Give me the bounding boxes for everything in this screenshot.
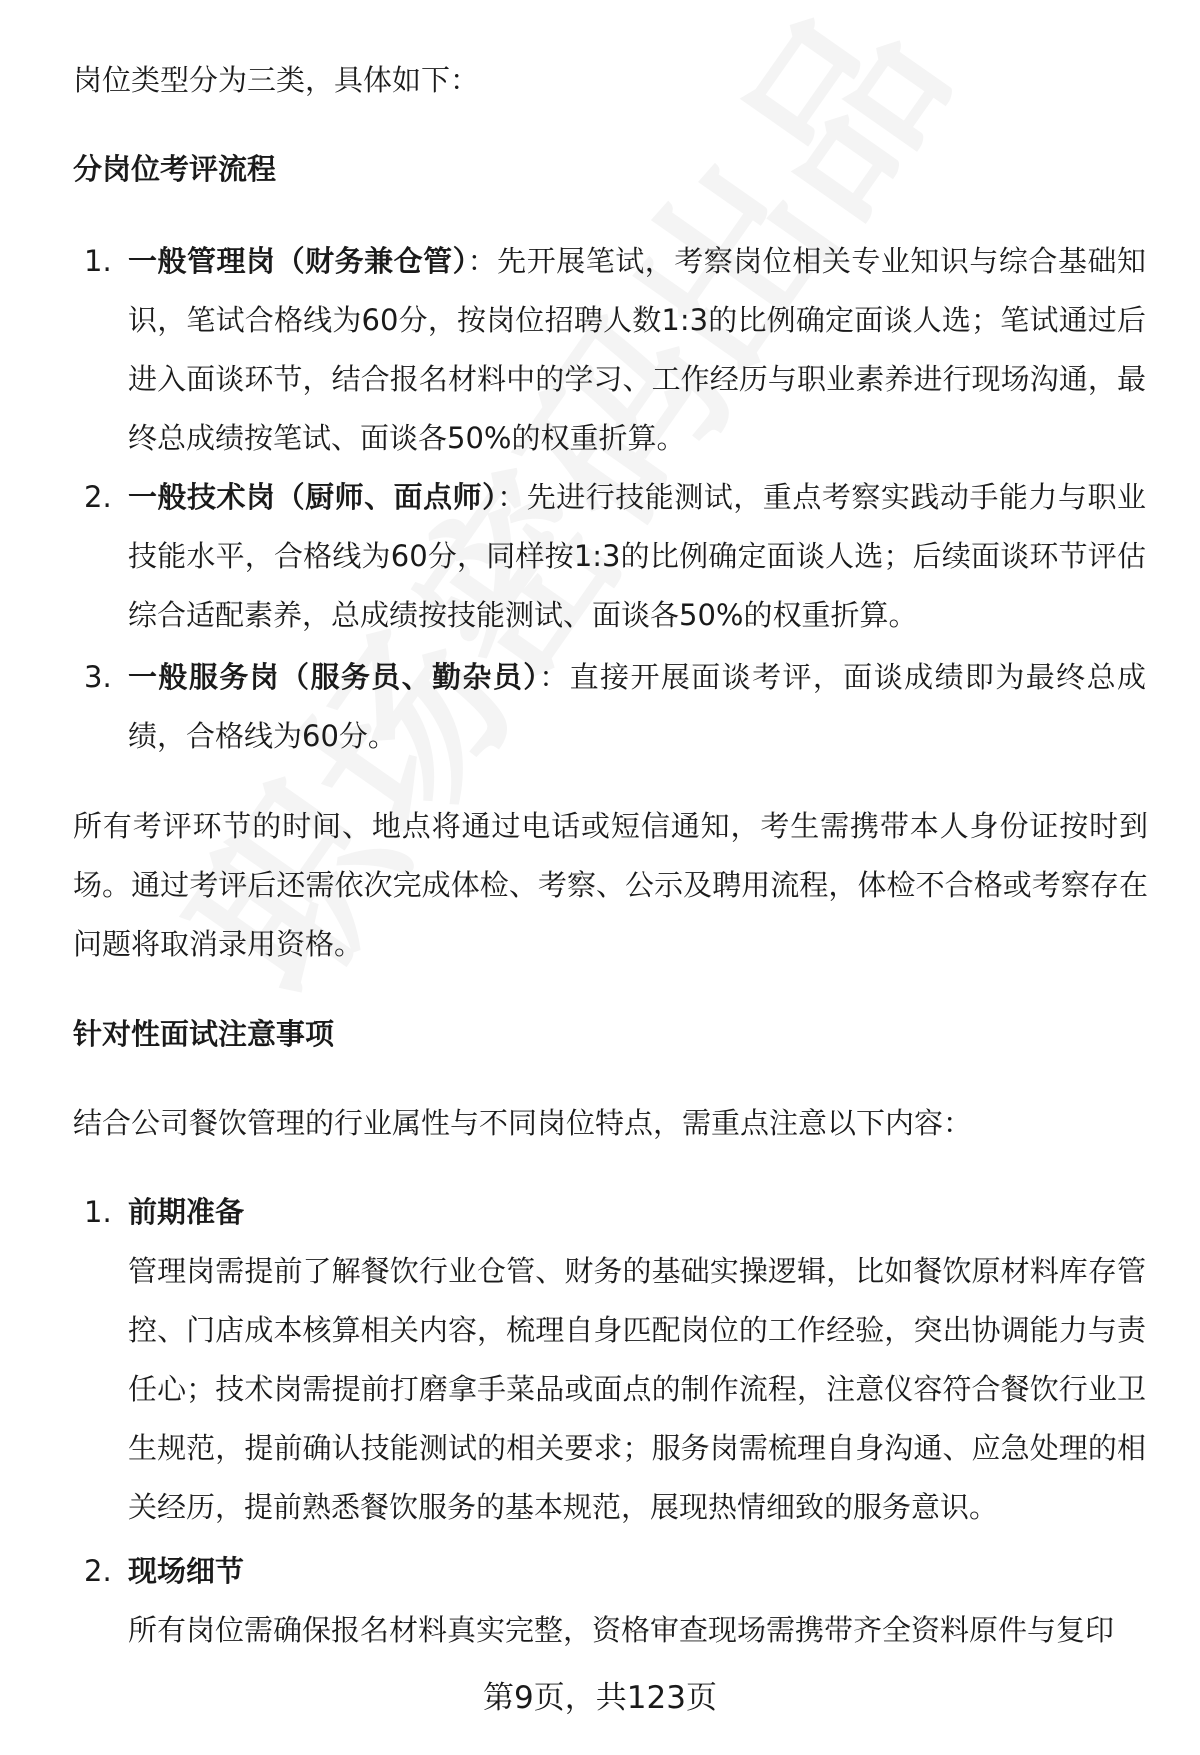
section-intro: 结合公司餐饮管理的行业属性与不同岗位特点，需重点注意以下内容： (73, 1106, 973, 1140)
list-item-text: ：直接开展面谈考评，面谈成绩即为最终总成绩，合格线为60分。 (128, 660, 1146, 753)
list-item-title: 一般技术岗（厨师、面点师） (128, 480, 498, 514)
list-number: 3. (84, 660, 112, 694)
list-item-text: 所有岗位需确保报名材料真实完整，资格审查现场需携带齐全资料原件与复印 (128, 1613, 1115, 1647)
list-item (84, 1542, 1146, 1660)
list-item (84, 232, 1146, 468)
list-number: 2. (84, 1554, 112, 1588)
section-heading-interview-notes: 针对性面试注意事项 (73, 1017, 335, 1051)
list-number: 2. (84, 480, 112, 514)
list-item-text: 管理岗需提前了解餐饮行业仓管、财务的基础实操逻辑，比如餐饮原材料库存管控、门店成本核算相关内容，梳理自身匹配岗位的工作经验，突出协调能力与责任心；技术岗需提前打磨拿手菜品或面点的制作流程，注意仪容符合餐饮行业卫生规范，提前确认技能测试的相关要求；服务岗需梳理自身沟通、应急处理的相关经历，提前熟悉餐饮服务的基本规范，展现热情细致的服务意识。 (128, 1254, 1146, 1524)
list-number: 1. (84, 1195, 112, 1229)
page-number: 第9页，共123页 (483, 1680, 717, 1716)
list-item-title: 一般管理岗（财务兼仓管） (128, 244, 468, 278)
list-item-title: 前期准备 (128, 1195, 245, 1229)
list-item (84, 468, 1146, 645)
list-number: 1. (84, 244, 112, 278)
section-heading-evaluation: 分岗位考评流程 (73, 152, 277, 186)
intro-text: 岗位类型分为三类，具体如下： (73, 63, 480, 97)
list-item-title: 现场细节 (128, 1554, 245, 1588)
list-item-text: ：先开展笔试，考察岗位相关专业知识与综合基础知识，笔试合格线为60分，按岗位招聘人数1:3的比例确定面谈人选；笔试通过后进入面谈环节，结合报名材料中的学习、工作经历与职业素养进行现场沟通，最终总成绩按笔试、面谈各50%的权重折算。 (128, 244, 1146, 455)
list-item (84, 648, 1146, 766)
closing-paragraph: 所有考评环节的时间、地点将通过电话或短信通知，考生需携带本人身份证按时到场。通过考评后还需依次完成体检、考察、公示及聘用流程，体检不合格或考察存在问题将取消录用资格。 (73, 809, 1148, 961)
list-item-title: 一般服务岗（服务员、勤杂员） (128, 660, 540, 694)
list-item (84, 1183, 1146, 1537)
list-item-text: ：先进行技能测试，重点考察实践动手能力与职业技能水平，合格线为60分，同样按1:3的比例确定面谈人选；后续面谈环节评估综合适配素养，总成绩按技能测试、面谈各50%的权重折算。 (128, 480, 1146, 632)
